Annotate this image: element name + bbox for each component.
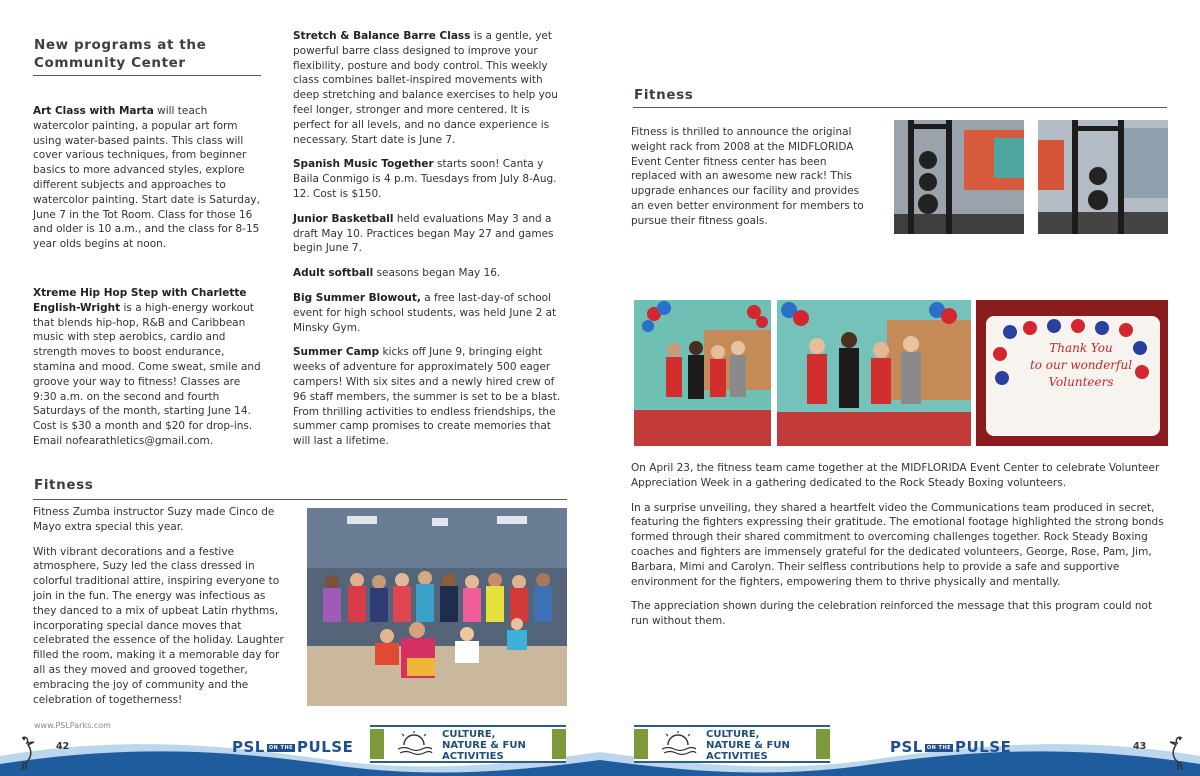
badge-line-3: ACTIVITIES (706, 751, 768, 762)
softball-paragraph (293, 266, 565, 281)
art-class-paragraph (33, 104, 263, 252)
badge-line-1: CULTURE, (442, 729, 496, 740)
page-number-right: 43 (1133, 741, 1147, 752)
badge-bar-right-a (634, 729, 648, 759)
badge-line-1: CULTURE, (706, 729, 760, 740)
junior-paragraph (293, 212, 565, 256)
blowout-paragraph (293, 291, 565, 335)
heading-line-1: New programs at the (34, 37, 207, 53)
volunteer-paragraph-2: In a surprise unveiling, they shared a heartfelt video the Communications team produced in secret, featuring the fighters expressing their gratitude. The emotional footage highlighted the strong bonds formed through their shared commitment to overcoming challenges together. Rock Steady Boxing coaches and fighters are immensely grateful for the dedicated volunteers, George, Rose, Pam, Jim, Barbara, Mimi and Carolyn. Their selfless contributions help to provide a safe and supportive environment for the fighters, empowering them to thrive physically and mentally. (631, 501, 1164, 588)
sunset-waves-icon (394, 731, 434, 759)
badge-line-3: ACTIVITIES (442, 751, 504, 762)
weight-rack-photo-2 (1038, 120, 1168, 234)
blowout-body: a free last-day-of school event for high school students, was held June 2 at Minsky Gym. (293, 291, 557, 334)
cake-line-1: Thank You (1049, 341, 1113, 355)
hiphop-title: Xtreme Hip Hop Step with Charlette English-Wright (33, 287, 247, 314)
badge-bar-left-b (552, 729, 566, 759)
camp-paragraph (293, 345, 565, 449)
spanish-title: Spanish Music Together (293, 158, 434, 171)
heading-divider (33, 75, 261, 76)
volunteer-photo-1 (634, 300, 771, 446)
zumba-paragraph-2: With vibrant decorations and a festive atmosphere, Suzy led the class dressed in colorful traditional attire, inspiring everyone to join in the fun. The energy was infectious as they danced to a mix of upbeat Latin rhythms, incorporating special dance moves that celebrated the essence of the holiday. Laughter filled the room, making it a memorable day for all as they moved and grooved together, embracing the joy of community and the celebration of togetherness! (33, 545, 284, 706)
softball-title: Adult softball (293, 267, 374, 280)
fitness-divider-left (33, 499, 567, 500)
page-number-left: 42 (56, 741, 70, 752)
logo-text-pulse: PULSE (297, 738, 354, 756)
zumba-group-photo (307, 508, 567, 706)
barre-body: is a gentle, yet powerful barre class designed to improve your flexibility, posture and body control. This weekly class combines ballet-inspired movements with deep stretching and balance exercises to help you feel longer, stronger and more centered. It is perfect for all levels, and no dance experience is necessary. Start date is June 7. (293, 30, 558, 146)
logo-tag: ON THE (926, 744, 952, 751)
camp-title: Summer Camp (293, 346, 380, 359)
thank-you-cake-photo (976, 300, 1168, 446)
heron-icon (12, 734, 42, 772)
badge-text-left (442, 729, 526, 762)
badge-line-2: NATURE & FUN (706, 740, 790, 751)
logo-tag: ON THE (268, 744, 294, 751)
hiphop-paragraph (33, 286, 263, 449)
psl-pulse-logo-right (890, 738, 1011, 756)
logo-text-psl: PSL (890, 738, 923, 756)
heron-icon (1162, 734, 1192, 772)
column-2 (293, 29, 565, 459)
cake-inscription (1016, 340, 1146, 391)
fitness-heading-right: Fitness (634, 87, 694, 103)
fitness-divider-right (633, 107, 1167, 108)
softball-body: seasons began May 16. (373, 267, 501, 280)
cake-line-2: to our wonderful (1029, 358, 1133, 372)
cake-line-3: Volunteers (1048, 375, 1114, 389)
volunteer-paragraph-1: On April 23, the fitness team came together at the MIDFLORIDA Event Center to celebrate Volunteer Appreciation Week in a gathering dedicated to the Rock Steady Boxing volunteers. (631, 462, 1160, 489)
barre-title: Stretch & Balance Barre Class (293, 30, 471, 42)
weight-rack-photo-1 (894, 120, 1024, 234)
footer-url[interactable]: www.PSLParks.com (34, 721, 111, 730)
zumba-paragraph-1: Fitness Zumba instructor Suzy made Cinco de Mayo extra special this year. (33, 506, 275, 533)
hiphop-body: is a high-energy workout that blends hip-hop, R&B and Caribbean music with step aerobics, cardio and strength moves to boost endurance, stamina and mood. Come sweat, smile and groove your way to fitness! Classes are 9:30 a.m. on the second and fourth Saturdays of the month, starting June 14. Cost is $30 a month and $20 for drop-ins. Email nofearathletics@gmail.com. (33, 301, 261, 447)
badge-line-2: NATURE & FUN (442, 740, 526, 751)
logo-text-psl: PSL (232, 738, 265, 756)
junior-title: Junior Basketball (293, 212, 394, 225)
badge-bar-left-a (370, 729, 384, 759)
blowout-title: Big Summer Blowout, (293, 291, 421, 304)
right-page (600, 0, 1200, 776)
volunteer-paragraph-3: The appreciation shown during the celebration reinforced the message that this program could not run without them. (631, 600, 1153, 628)
camp-body: kicks off June 9, bringing eight weeks of adventure for approximately 500 eager campers! With six sites and a newly hired crew of 96 staff members, the summer is set to be a blast. From thrilling activities to endless friendships, the summer camp promises to create memories that will last a lifetime. (293, 346, 561, 448)
badge-bar-right-b (816, 729, 830, 759)
heading-line-2: Community Center (34, 55, 186, 71)
section-badge-left (370, 725, 566, 763)
weight-rack-text: Fitness is thrilled to announce the original weight rack from 2008 at the MIDFLORIDA Event Center fitness center has been replaced with an awesome new rack! This upgrade enhances our facility and provides an even better environment for members to pursue their fitness goals. (631, 126, 864, 227)
zumba-text (33, 505, 291, 717)
section-badge-right (634, 725, 830, 763)
psl-pulse-logo-left (232, 738, 353, 756)
logo-text-pulse: PULSE (955, 738, 1012, 756)
art-class-body: will teach watercolor painting, a popular art form using water-based paints. This class will cover various techniques, from beginner basics to more advanced styles, explore different subjects and approaches to watercolor painting. Start date is Saturday, June 7 in the Tot Room. Class for those 16 and older is 10 a.m., and the class for 8-15 year olds begins at noon. (33, 105, 260, 251)
volunteer-text (631, 461, 1171, 639)
spanish-paragraph (293, 157, 565, 201)
badge-text-right (706, 729, 790, 762)
junior-body: held evaluations May 3 and a draft May 10. Practices began May 27 and games begin June 7. (293, 212, 554, 255)
spanish-body: starts soon! Canta y Baila Conmigo is 4 p.m. Tuesdays from July 8-Aug. 12. Cost is $150. (293, 158, 557, 200)
new-programs-heading (34, 36, 206, 72)
fitness-heading-left: Fitness (34, 477, 94, 493)
sunset-waves-icon (658, 731, 698, 759)
volunteer-photo-2 (777, 300, 971, 446)
art-class-title: Art Class with Marta (33, 105, 154, 117)
barre-paragraph (293, 29, 565, 147)
